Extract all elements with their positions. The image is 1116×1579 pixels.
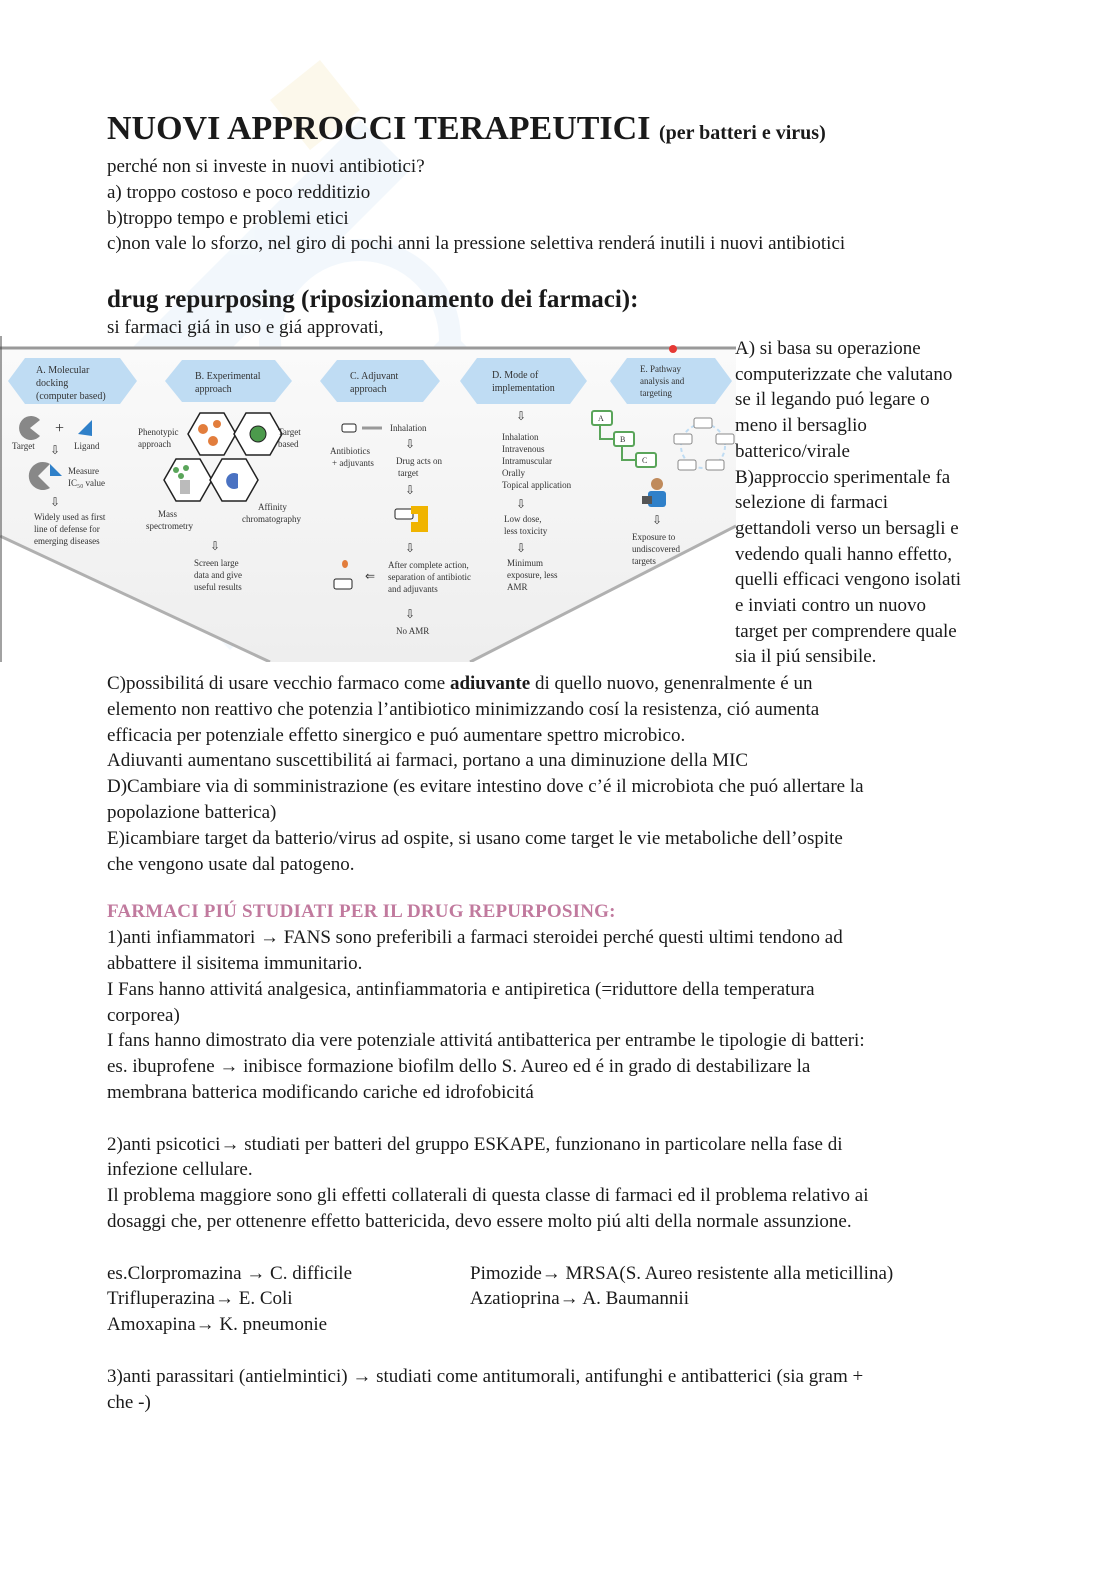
svg-text:No AMR: No AMR [396,626,430,636]
svg-text:Measure: Measure [68,466,99,476]
svg-text:data and give: data and give [194,570,242,580]
svg-text:⇩: ⇩ [516,497,527,511]
svg-text:approach: approach [350,384,387,395]
example-left: Amoxapina→ K. pneumonie [107,1314,328,1336]
side-line: B)approccio sperimentale fa [735,466,951,488]
svg-text:useful results: useful results [194,582,242,592]
block1-line: 1)anti infiammatori → FANS sono preferibili a farmaci steroidei perché questi ultimi tendono ad [107,927,843,949]
svg-text:exposure, less: exposure, less [507,570,558,580]
svg-text:based: based [278,439,299,449]
svg-text:Inhalation: Inhalation [390,423,427,433]
svg-text:Affinity: Affinity [258,502,287,512]
svg-text:AMR: AMR [507,582,528,592]
svg-text:⇩: ⇩ [516,541,527,555]
block1-line: membrana batterica modificando cariche ed idrofobicitá [107,1081,534,1103]
para-c-line1: C)possibilitá di usare vecchio farmaco come adiuvante di quello nuovo, genenralmente é un [107,673,813,694]
svg-text:undiscovered: undiscovered [632,544,680,554]
side-line: quelli efficaci vengono isolati [735,569,961,591]
svg-text:B: B [620,435,626,444]
svg-text:docking: docking [36,378,69,389]
example-right: Azatioprina→ A. Baumannii [470,1288,689,1310]
svg-text:spectrometry: spectrometry [146,521,193,531]
svg-text:Widely used as first: Widely used as first [34,512,106,522]
svg-text:⇩: ⇩ [405,483,416,497]
svg-text:analysis and: analysis and [640,376,685,386]
side-line: vedendo quali hanno effetto, [735,543,953,565]
svg-text:B. Experimental: B. Experimental [195,371,261,382]
svg-text:Drug acts on: Drug acts on [396,456,442,466]
svg-text:targeting: targeting [640,388,672,398]
side-line: se il legando puó legare o [735,389,930,411]
svg-text:Mass: Mass [158,509,178,519]
side-line: gettandoli verso un bersagli e [735,517,959,539]
intro-reason-a: a) troppo costoso e poco redditizio [107,181,371,203]
page-title: NUOVI APPROCCI TERAPEUTICI (per batteri e virus) [107,110,826,147]
section-intro: si farmaci giá in uso e giá approvati, [107,317,384,339]
svg-text:⇩: ⇩ [405,437,416,451]
header-a [8,358,137,404]
block2-line: 2)anti psicotici→ studiati per batteri del gruppo ESKAPE, funzionano in particolare nella fase di [107,1133,843,1155]
svg-text:implementation: implementation [492,383,555,394]
side-line: A) si basa su operazione [735,338,921,359]
svg-text:After complete action,: After complete action, [388,560,469,570]
block1-line: corporea) [107,1004,180,1026]
example-left: es.Clorpromazina → C. difficile [107,1262,353,1284]
header-e [610,358,732,404]
svg-text:less toxicity: less toxicity [504,526,548,536]
side-line: selezione di farmaci [735,492,888,514]
svg-text:E. Pathway: E. Pathway [640,364,681,374]
block3-line: che -) [107,1391,151,1413]
drug-repurposing-figure [0,336,736,662]
example-row [107,1312,1017,1338]
farmaci-heading: FARMACI PIÚ STUDIATI PER IL DRUG REPURPOSING: [107,901,616,923]
svg-text:target: target [398,468,419,478]
side-line: target per comprendere quale [735,620,957,642]
side-line: sia il piú sensibile. [735,646,877,668]
svg-text:⇩: ⇩ [50,495,61,509]
svg-text:Target: Target [278,427,301,437]
para-d-line: popolazione batterica) [107,801,277,823]
svg-text:⇩: ⇩ [405,541,416,555]
svg-text:⇩: ⇩ [210,539,221,553]
block1-line: I fans hanno dimostrato dia vere potenziale attivitá antibatterica per entrambe le tipologie di batteri: [107,1030,865,1052]
svg-text:Target: Target [12,441,35,451]
block2-line: dosaggi che, per ottenenre effetto battericida, devo essere molto piú alti della normale assunzione. [107,1210,852,1232]
block1-line: es. ibuprofene → inibisce formazione biofilm dello S. Aureo ed é in grado di destabilizare la [107,1056,811,1078]
svg-text:A. Molecular: A. Molecular [36,365,90,376]
para-c-line: Adiuvanti aumentano suscettibilitá ai farmaci, portano a una diminuzione della MIC [107,750,749,772]
svg-text:Intravenous: Intravenous [502,444,545,454]
svg-text:+: + [55,420,65,437]
side-line: computerizzate che valutano [735,363,953,385]
svg-text:chromatography: chromatography [242,514,301,524]
red-dot-icon [669,345,677,353]
side-description [735,336,1010,670]
svg-text:Minimum: Minimum [507,558,544,568]
header-c [320,360,440,402]
svg-text:A: A [598,414,604,423]
block2-line: infezione cellulare. [107,1159,253,1181]
svg-text:Antibiotics: Antibiotics [330,446,370,456]
svg-text:⇩: ⇩ [652,513,663,527]
header-b [165,360,292,402]
svg-text:⇩: ⇩ [516,409,527,423]
block3-line: 3)anti parassitari (antielmintici) → studiati come antitumorali, antifunghi e antibatterici (sia gram + [107,1365,864,1387]
svg-text:Phenotypic: Phenotypic [138,427,179,437]
intro-reason-b: b)troppo tempo e problemi etici [107,207,349,229]
para-c-line: elemento non reattivo che potenzia l’antibiotico minimizzando cosí la resistenza, ció aumenta [107,698,820,720]
para-d-line: D)Cambiare via di somministrazione (es evitare intestino dove c’é il microbiota che puó allertare la [107,776,864,798]
svg-text:Low dose,: Low dose, [504,514,542,524]
svg-text:C. Adjuvant: C. Adjuvant [350,371,399,382]
side-line: batterico/virale [735,440,850,462]
svg-text:emerging diseases: emerging diseases [34,536,100,546]
svg-text:approach: approach [138,439,171,449]
intro-question: perché non si investe in nuovi antibiotici? [107,156,425,177]
section-heading: drug repurposing (riposizionamento dei farmaci): [107,286,639,314]
svg-text:Exposure to: Exposure to [632,532,676,542]
svg-text:Ligand: Ligand [74,441,100,451]
block1-line: I Fans hanno attivitá analgesica, antinfiammatoria e antipiretica (=riduttore della temperatura [107,978,815,1000]
main-text [107,671,1017,1415]
para-e-line: che vengono usate dal patogeno. [107,853,355,875]
svg-text:and adjuvants: and adjuvants [388,584,438,594]
svg-text:D. Mode of: D. Mode of [492,370,539,381]
block1-line: abbattere il sisitema immunitario. [107,952,363,974]
svg-text:(computer based): (computer based) [36,391,106,402]
svg-text:targets: targets [632,556,656,566]
page-body [107,108,1012,341]
block2-line: Il problema maggiore sono gli effetti collaterali di questa classe di farmaci ed il problema relativo ai [107,1185,869,1207]
side-line: meno il bersaglio [735,415,867,437]
svg-text:+ adjuvants: + adjuvants [332,458,374,468]
svg-text:⇩: ⇩ [50,443,61,457]
svg-text:Topical application: Topical application [502,480,572,490]
svg-text:Intramuscular: Intramuscular [502,456,552,466]
example-row [107,1286,1017,1312]
para-e-line: E)icambiare target da batterio/virus ad ospite, si usano come target le vie metaboliche dell’ospite [107,827,843,849]
para-c-line: efficacia per potenziale effetto sinergico e puó aumentare spettro microbico. [107,724,686,746]
example-right: Pimozide→ MRSA(S. Aureo resistente alla meticillina) [470,1262,894,1284]
svg-text:Inhalation: Inhalation [502,432,539,442]
svg-text:Screen large: Screen large [194,558,239,568]
example-row [107,1261,1017,1287]
svg-text:⇐: ⇐ [365,569,376,583]
svg-text:separation of antibiotic: separation of antibiotic [388,572,471,582]
example-left: Trifluperazina→ E. Coli [107,1288,293,1310]
svg-text:approach: approach [195,384,232,395]
svg-text:C: C [642,456,648,465]
svg-text:line of defense for: line of defense for [34,524,100,534]
svg-text:IC₅₀ value: IC₅₀ value [68,478,106,488]
header-d [460,358,587,404]
side-line: e inviati contro un nuovo [735,595,927,617]
svg-text:⇩: ⇩ [405,607,416,621]
intro-reason-c: c)non vale lo sforzo, nel giro di pochi anni la pressione selettiva renderá inutili i nuovi antibiotici [107,233,846,255]
svg-text:Orally: Orally [502,468,525,478]
